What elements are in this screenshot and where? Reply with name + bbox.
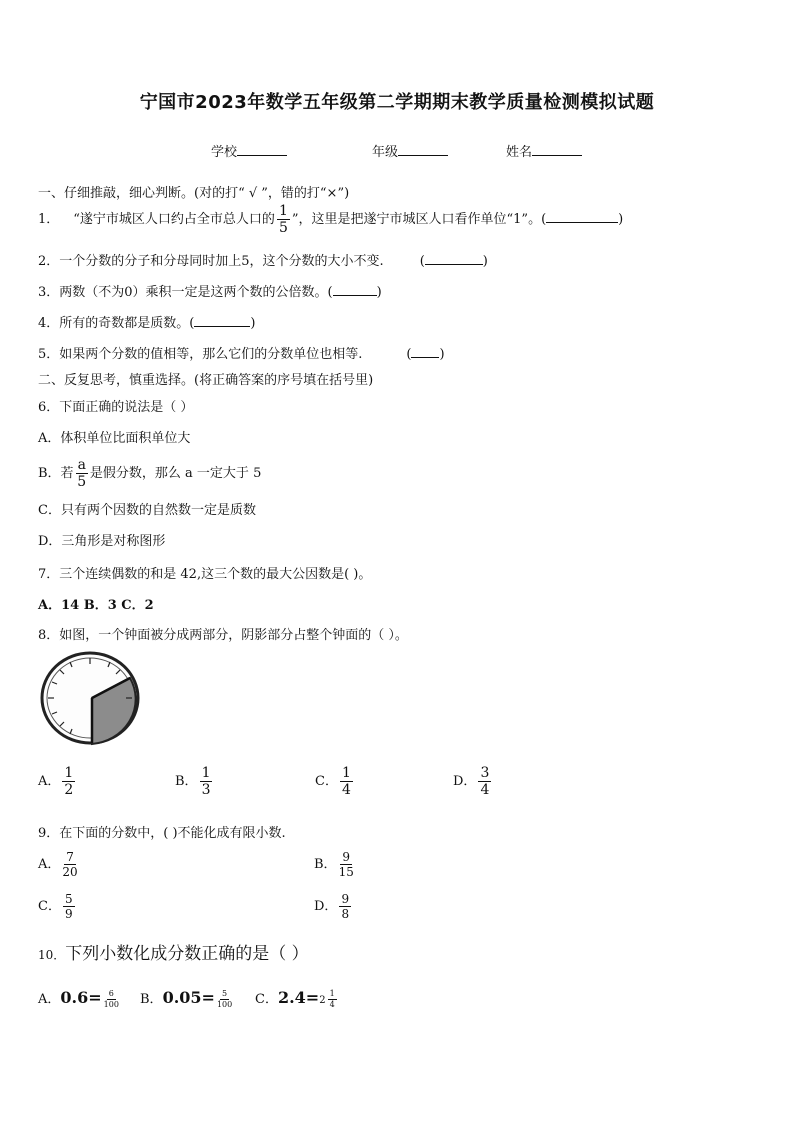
option-d[interactable]: D． $\frac{9}{8}$ [314, 892, 350, 921]
answer-blank[interactable] [411, 345, 439, 358]
school-blank[interactable] [237, 143, 287, 156]
fraction: $\frac{3}{4}$ [480, 765, 490, 798]
section-2-heading: 二、反复思考，慎重选择。(将正确答案的序号填在括号里) [38, 373, 374, 388]
question-6-stem: 6．下面正确的说法是（ ） [38, 400, 194, 415]
question-10-option-a[interactable]: A．0.6= $\frac{6}{100}$ [38, 988, 119, 1009]
option-a[interactable]: A． $\frac{1}{2}$ [38, 765, 74, 798]
question-5: 5．如果两个分数的值相等，那么它们的分数单位也相等. ( ) [38, 347, 445, 362]
grade-blank[interactable] [398, 143, 448, 156]
page-title: 宁国市2023年数学五年级第二学期期末教学质量检测模拟试题 [139, 92, 655, 113]
fraction: $\frac{5}{100}$ [216, 989, 233, 1009]
question-7-stem: 7．三个连续偶数的和是 42,这三个数的最大公因数是( )。 [38, 567, 372, 582]
fraction: $\frac{5}{9}$ [64, 892, 73, 921]
question-8-stem: 8．如图，一个钟面被分成两部分，阴影部分占整个钟面的（ ）。 [38, 628, 408, 643]
name-blank[interactable] [532, 143, 582, 156]
question-10-option-b[interactable]: B．0.05= $\frac{5}{100}$ [140, 988, 233, 1009]
question-1: 1． “遂宁市城区人口约占全市总人口的 $\frac{1}{5}$ ”，这里是把遂宁市城区人口看作单位“1”。( ) [38, 203, 624, 236]
fraction: $\frac{7}{20}$ [62, 850, 78, 879]
answer-blank[interactable] [546, 210, 618, 223]
school-field: 学校 [211, 141, 287, 160]
answer-blank[interactable] [333, 283, 377, 296]
option-c[interactable]: C． $\frac{5}{9}$ [38, 892, 73, 921]
question-8-options [38, 766, 558, 806]
clock-face-figure [40, 650, 142, 746]
answer-blank[interactable] [194, 314, 250, 327]
option-b[interactable]: B． $\frac{9}{15}$ [314, 850, 354, 879]
fraction: $\frac{1}{4}$ [329, 989, 335, 1009]
question-10-option-c[interactable]: C．2.4=2 $\frac{1}{4}$ [255, 988, 335, 1009]
name-field: 姓名 [506, 141, 582, 160]
fraction: $\frac{9}{15}$ [338, 850, 354, 879]
fraction: $\frac{1}{5}$ [278, 203, 288, 236]
question-4: 4．所有的奇数都是质数。( ) [38, 316, 256, 331]
fraction: $\frac{6}{100}$ [103, 989, 119, 1009]
question-2: 2．一个分数的分子和分母同时加上5，这个分数的大小不变. ( ) [38, 254, 488, 269]
answer-blank[interactable] [425, 252, 483, 265]
question-3: 3．两数（不为0）乘积一定是这两个数的公倍数。( ) [38, 285, 382, 300]
option-b[interactable]: B． $\frac{1}{3}$ [175, 765, 211, 798]
option-c[interactable]: C．只有两个因数的自然数一定是质数 [38, 503, 256, 518]
option-a[interactable]: A．体积单位比面积单位大 [38, 431, 191, 446]
option-d[interactable]: D．三角形是对称图形 [38, 534, 166, 549]
option-c[interactable]: C． $\frac{1}{4}$ [315, 765, 351, 798]
question-9-stem: 9．在下面的分数中，( )不能化成有限小数. [38, 826, 286, 841]
fraction: $\frac{a}{5}$ [77, 457, 87, 490]
question-10-stem: 10．下列小数化成分数正确的是（ ） [38, 944, 309, 964]
fraction: $\frac{1}{2}$ [64, 765, 74, 798]
option-a[interactable]: A． $\frac{7}{20}$ [38, 850, 78, 879]
option-b[interactable]: B．若 $\frac{a}{5}$ 是假分数，那么 a 一定大于 5 [38, 457, 262, 490]
fraction: $\frac{1}{4}$ [341, 765, 351, 798]
grade-field: 年级 [372, 141, 448, 160]
question-7-options[interactable]: A．14 B．3 C．2 [38, 598, 154, 613]
option-d[interactable]: D． $\frac{3}{4}$ [453, 765, 490, 798]
section-1-heading: 一、仔细推敲，细心判断。(对的打“ √ ”，错的打“×”) [38, 186, 350, 201]
fraction: $\frac{9}{8}$ [341, 892, 350, 921]
fraction: $\frac{1}{3}$ [201, 765, 211, 798]
